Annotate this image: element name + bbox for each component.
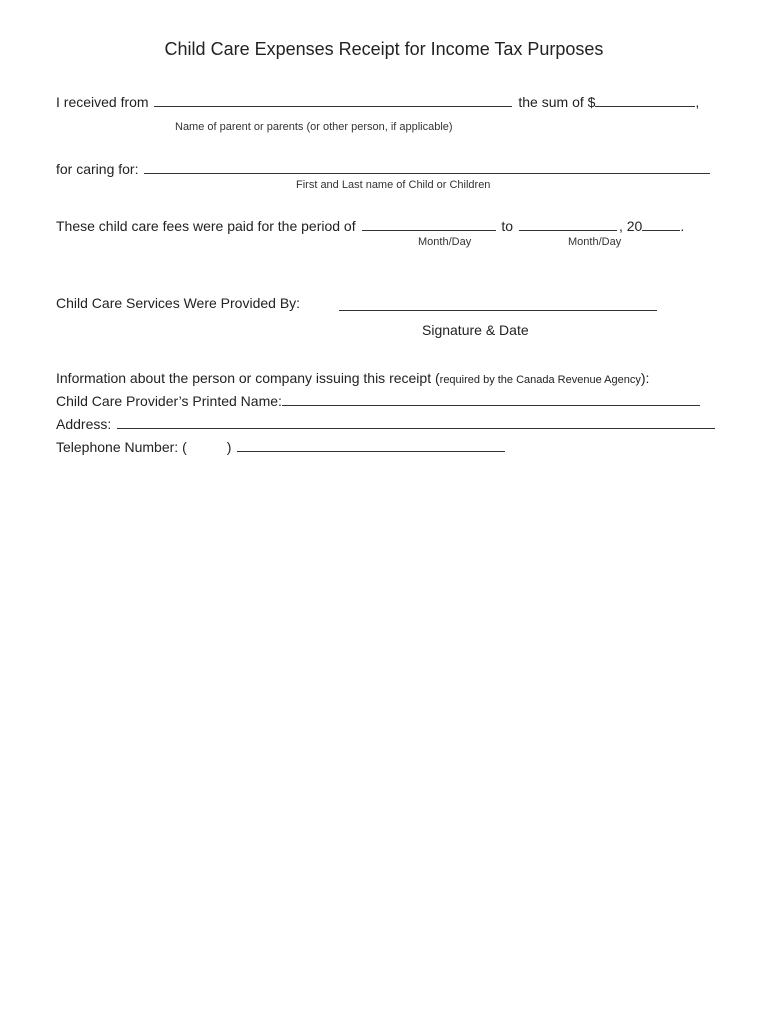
address-label: Address: bbox=[56, 416, 112, 432]
period-row bbox=[56, 218, 718, 234]
sum-label: the sum of $ bbox=[518, 94, 596, 110]
period-to-label: to bbox=[501, 218, 514, 234]
form-title: Child Care Expenses Receipt for Income Tax Purposes bbox=[164, 39, 604, 59]
received-from-label: I received from bbox=[56, 94, 149, 110]
period-start-hint: Month/Day bbox=[418, 236, 472, 248]
child-name-hint: First and Last name of Child or Children bbox=[296, 179, 491, 191]
signature-date-label: Signature & Date bbox=[422, 322, 529, 338]
child-name-field[interactable] bbox=[144, 161, 710, 174]
printed-name-label: Child Care Provider’s Printed Name: bbox=[56, 393, 282, 409]
area-code-field[interactable] bbox=[187, 440, 227, 452]
payer-name-hint: Name of parent or parents (or other person, if applicable) bbox=[175, 121, 453, 133]
period-end-hint: Month/Day bbox=[568, 236, 622, 248]
caring-for-label: for caring for: bbox=[56, 161, 139, 177]
address-field[interactable] bbox=[117, 416, 715, 429]
telephone-close: ) bbox=[226, 439, 232, 455]
provider-label: Child Care Services Were Provided By: bbox=[56, 295, 301, 311]
telephone-label: Telephone Number: ( bbox=[56, 439, 187, 455]
info-intro: Information about the person or company issuing this receipt ( bbox=[56, 370, 440, 386]
caring-row bbox=[56, 161, 718, 177]
printed-name-row bbox=[56, 393, 718, 409]
sum-suffix: , bbox=[695, 94, 700, 110]
period-suffix: . bbox=[680, 218, 685, 234]
telephone-field[interactable] bbox=[237, 439, 505, 452]
printed-name-field[interactable] bbox=[282, 393, 700, 406]
period-label: These child care fees were paid for the period of bbox=[56, 218, 356, 234]
period-end-field[interactable] bbox=[519, 218, 617, 231]
period-start-field[interactable] bbox=[362, 218, 496, 231]
sum-amount-field[interactable] bbox=[595, 94, 695, 107]
cra-requirement-note: required by the Canada Revenue Agency bbox=[439, 374, 641, 386]
address-row bbox=[56, 416, 718, 432]
period-year-field[interactable] bbox=[642, 218, 680, 231]
telephone-row bbox=[56, 439, 718, 455]
received-row bbox=[56, 94, 718, 110]
period-year-prefix: , 20 bbox=[618, 218, 643, 234]
info-intro-end: ): bbox=[640, 370, 650, 386]
info-intro-row bbox=[56, 370, 718, 386]
payer-name-field[interactable] bbox=[154, 94, 512, 107]
signature-field[interactable] bbox=[339, 298, 657, 311]
